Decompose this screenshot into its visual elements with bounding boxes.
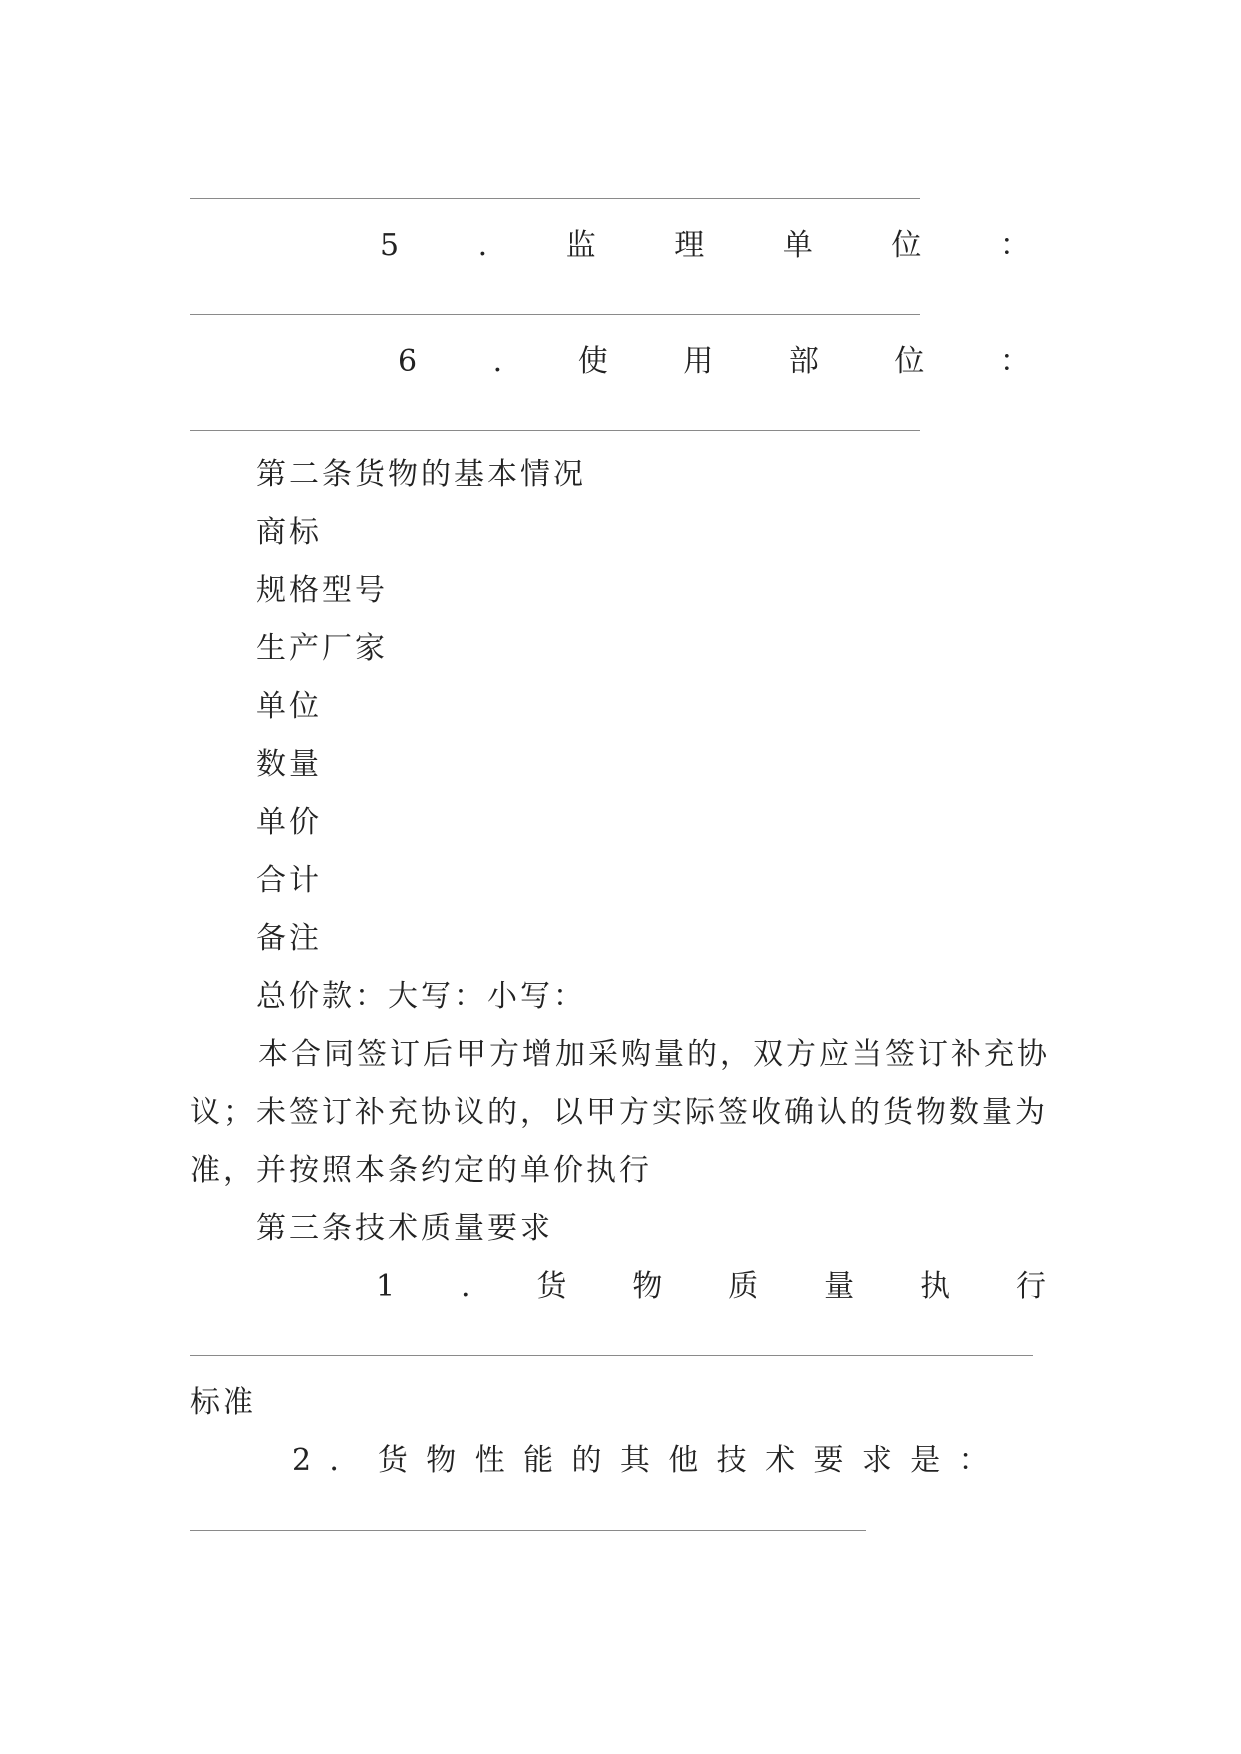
blank-line <box>190 1530 866 1531</box>
item-2-line: 2．货物性能的其他技术要求是： <box>292 1443 1008 1478</box>
supplement-paragraph: 本合同签订后甲方增加采购量的，双方应当签订补充协议；未签订补充协议的，以甲方实际签收确认的货物数量为准，并按照本条约定的单价执行 <box>190 1037 1050 1188</box>
item-1-char: 行 <box>1015 1269 1046 1304</box>
item-1-tail: 标准 <box>190 1385 256 1420</box>
item-1-number: 1 <box>376 1269 396 1304</box>
item-6-colon: ： <box>999 344 1030 379</box>
item-5-char: 单 <box>782 228 813 263</box>
item-5-dot: . <box>477 228 488 263</box>
blank-line <box>190 1355 1033 1356</box>
article-3-heading: 第三条技术质量要求 <box>256 1211 553 1246</box>
total-price-line: 总价款：大写：小写： <box>256 979 586 1014</box>
item-1-row <box>376 1269 1046 1304</box>
item-1-char: 物 <box>632 1269 663 1304</box>
item-6-dot: . <box>492 344 503 379</box>
blank-line <box>190 430 920 431</box>
field-label: 商标 <box>256 515 322 550</box>
item-6-number: 6 <box>398 344 418 379</box>
item-6-char: 使 <box>577 344 608 379</box>
item-1-dot: . <box>461 1269 471 1304</box>
field-label: 规格型号 <box>256 573 388 608</box>
blank-line <box>190 314 920 315</box>
item-5-char: 理 <box>674 228 705 263</box>
item-5-colon: ： <box>999 228 1030 263</box>
item-1-char: 量 <box>824 1269 855 1304</box>
item-1-char: 执 <box>920 1269 951 1304</box>
field-label: 备注 <box>256 921 322 956</box>
field-label: 数量 <box>256 747 322 782</box>
article-2-heading: 第二条货物的基本情况 <box>256 457 586 492</box>
item-6-char: 部 <box>788 344 819 379</box>
blank-line <box>190 198 920 199</box>
field-label: 单价 <box>256 805 322 840</box>
item-1-char: 货 <box>536 1269 567 1304</box>
item-5-char: 位 <box>891 228 922 263</box>
field-label: 合计 <box>256 863 322 898</box>
item-6-row <box>398 344 1030 379</box>
item-6-char: 位 <box>894 344 925 379</box>
item-1-char: 质 <box>728 1269 759 1304</box>
field-label: 生产厂家 <box>256 631 388 666</box>
item-5-char: 监 <box>565 228 596 263</box>
field-label: 单位 <box>256 689 322 724</box>
item-5-row <box>380 228 1030 263</box>
item-5-number: 5 <box>380 228 400 263</box>
item-6-char: 用 <box>683 344 714 379</box>
